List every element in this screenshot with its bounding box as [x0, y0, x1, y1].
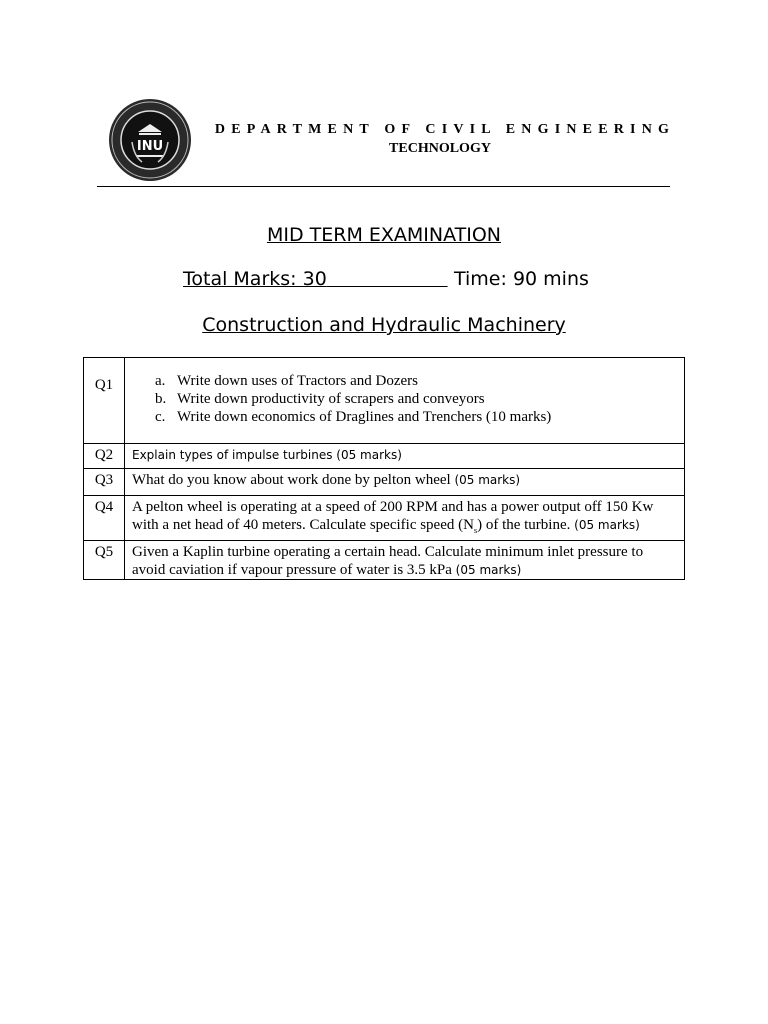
- department-name: DEPARTMENT OF CIVIL ENGINEERING: [214, 122, 676, 137]
- sub-question-list: [132, 372, 678, 426]
- table-row: [84, 444, 685, 469]
- question-text: Explain types of impulse turbines (05 marks): [125, 444, 685, 469]
- question-text: A pelton wheel is operating at a speed of 200 RPM and has a power output off 150 Kw with a net head of 40 meters. Calculate specific speed $(N_s)$ of the turbine. (05 marks): [125, 496, 685, 541]
- list-item: b. Write down productivity of scrapers and conveyors: [155, 391, 485, 407]
- table-row: [84, 496, 685, 541]
- questions-table: [83, 357, 685, 580]
- question-text: Given a Kaplin turbine operating a certain head. Calculate minimum inlet pressure to avoid caviation if vapour pressure of water is 3.5 kPa (05 marks): [125, 541, 685, 580]
- question-number: Q1: [84, 358, 125, 444]
- exam-time: Time: 90 mins: [454, 268, 589, 290]
- marks-time-line: [183, 268, 589, 292]
- total-marks: Total Marks: 30: [183, 268, 327, 290]
- logo-text: INU: [136, 139, 164, 154]
- question-text: [125, 358, 685, 444]
- university-logo: [108, 98, 192, 182]
- exam-title: MID TERM EXAMINATION: [266, 224, 502, 246]
- table-row: [84, 469, 685, 496]
- question-number: Q5: [84, 541, 125, 580]
- list-item: a. Write down uses of Tractors and Dozers: [155, 373, 419, 389]
- table-row: [84, 358, 685, 444]
- subject-title: Construction and Hydraulic Machinery: [202, 314, 566, 336]
- question-text: What do you know about work done by pelton wheel (05 marks): [125, 469, 685, 496]
- question-number: Q2: [84, 444, 125, 469]
- list-item: c. Write down economics of Draglines and Trenchers (10 marks): [155, 409, 552, 425]
- question-number: Q4: [84, 496, 125, 541]
- department-name-line2: TECHNOLOGY: [389, 141, 491, 156]
- question-number: Q3: [84, 469, 125, 496]
- table-row: [84, 541, 685, 580]
- header-divider: [97, 186, 670, 187]
